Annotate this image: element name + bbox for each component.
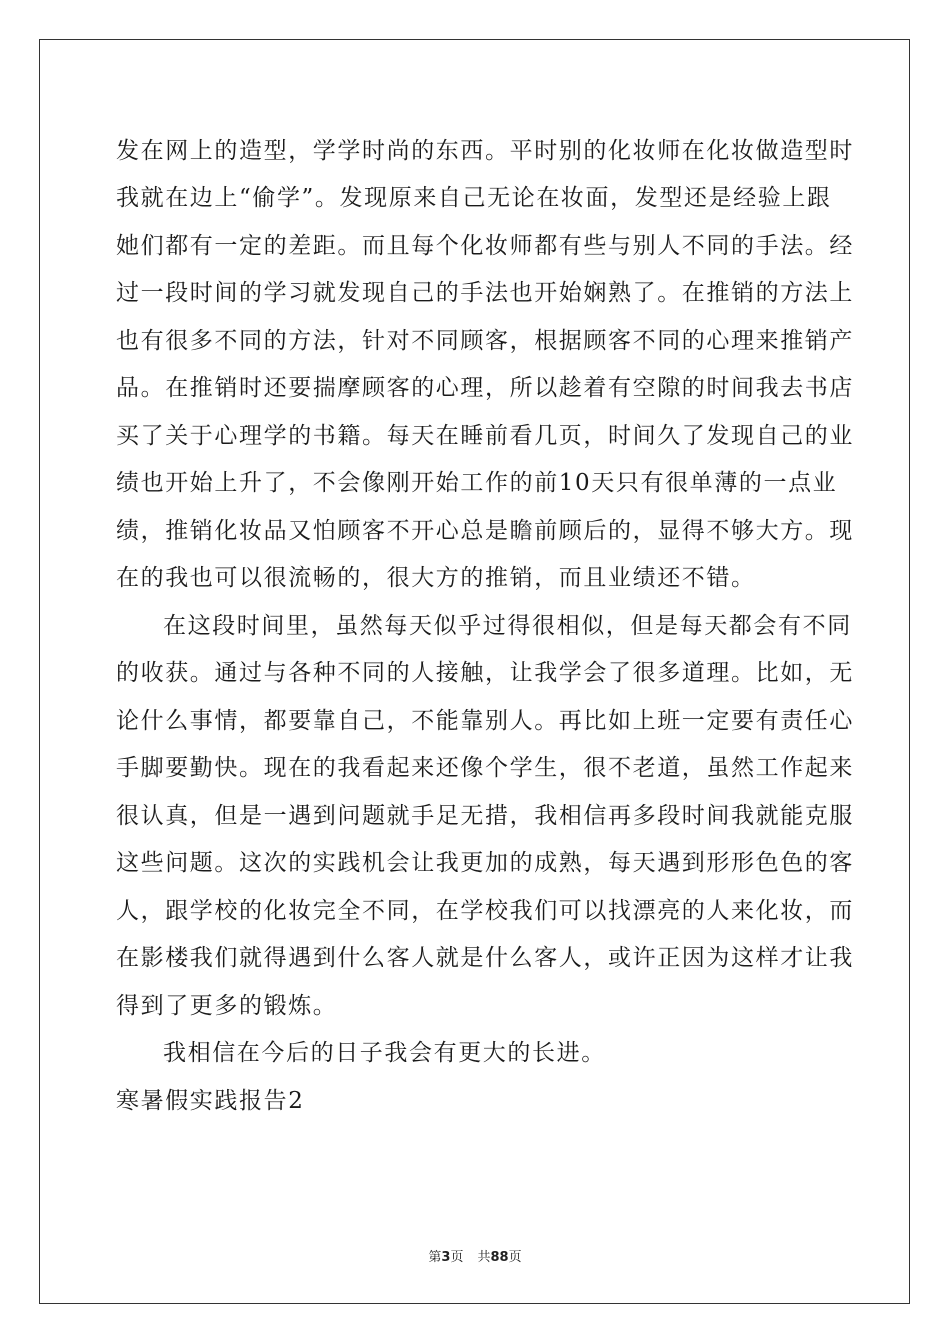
page-number: 3 bbox=[441, 1250, 451, 1265]
text-line: 过一段时间的学习就发现自己的手法也开始娴熟了。在推销的方法上 bbox=[116, 280, 854, 306]
text-line: 在影楼我们就得遇到什么客人就是什么客人，或许正因为这样才让我 bbox=[116, 945, 854, 971]
text-line: 我就在边上“偷学”。发现原来自己无论在妆面，发型还是经验上跟 bbox=[116, 185, 832, 211]
text-line: 她们都有一定的差距。而且每个化妆师都有些与别人不同的手法。经 bbox=[116, 233, 854, 259]
page-suffix: 页 bbox=[450, 1250, 464, 1265]
section-heading: 寒暑假实践报告2 bbox=[116, 1088, 305, 1114]
page-prefix: 第 bbox=[428, 1250, 442, 1265]
text-line: 发在网上的造型，学学时尚的东西。平时别的化妆师在化妆做造型时 bbox=[116, 138, 854, 164]
total-prefix: 共 bbox=[477, 1250, 491, 1265]
text-line: 很认真，但是一遇到问题就手足无措，我相信再多段时间我就能克服 bbox=[116, 803, 854, 829]
paragraph-first-line: 我相信在今后的日子我会有更大的长进。 bbox=[163, 1040, 606, 1066]
text-line: 得到了更多的锻炼。 bbox=[116, 993, 338, 1019]
text-line: 人，跟学校的化妆完全不同，在学校我们可以找漂亮的人来化妆，而 bbox=[116, 898, 854, 924]
text-line: 也有很多不同的方法，针对不同顾客，根据顾客不同的心理来推销产 bbox=[116, 328, 854, 354]
text-line: 论什么事情，都要靠自己，不能靠别人。再比如上班一定要有责任心 bbox=[116, 708, 854, 734]
total-suffix: 页 bbox=[508, 1250, 522, 1265]
text-line: 手脚要勤快。现在的我看起来还像个学生，很不老道，虽然工作起来 bbox=[116, 755, 854, 781]
paragraph-first-line: 在这段时间里，虽然每天似乎过得很相似，但是每天都会有不同 bbox=[163, 613, 852, 639]
page-footer bbox=[0, 1246, 950, 1265]
text-line: 绩，推销化妆品又怕顾客不开心总是瞻前顾后的，显得不够大方。现 bbox=[116, 518, 854, 544]
text-line: 的收获。通过与各种不同的人接触，让我学会了很多道理。比如，无 bbox=[116, 660, 854, 686]
text-line: 绩也开始上升了，不会像刚开始工作的前10天只有很单薄的一点业 bbox=[116, 470, 838, 496]
text-line: 品。在推销时还要揣摩顾客的心理，所以趁着有空隙的时间我去书店 bbox=[116, 375, 854, 401]
total-pages: 88 bbox=[490, 1250, 509, 1265]
text-line: 买了关于心理学的书籍。每天在睡前看几页，时间久了发现自己的业 bbox=[116, 423, 854, 449]
text-line: 在的我也可以很流畅的，很大方的推销，而且业绩还不错。 bbox=[116, 565, 756, 591]
text-line: 这些问题。这次的实践机会让我更加的成熟，每天遇到形形色色的客 bbox=[116, 850, 854, 876]
